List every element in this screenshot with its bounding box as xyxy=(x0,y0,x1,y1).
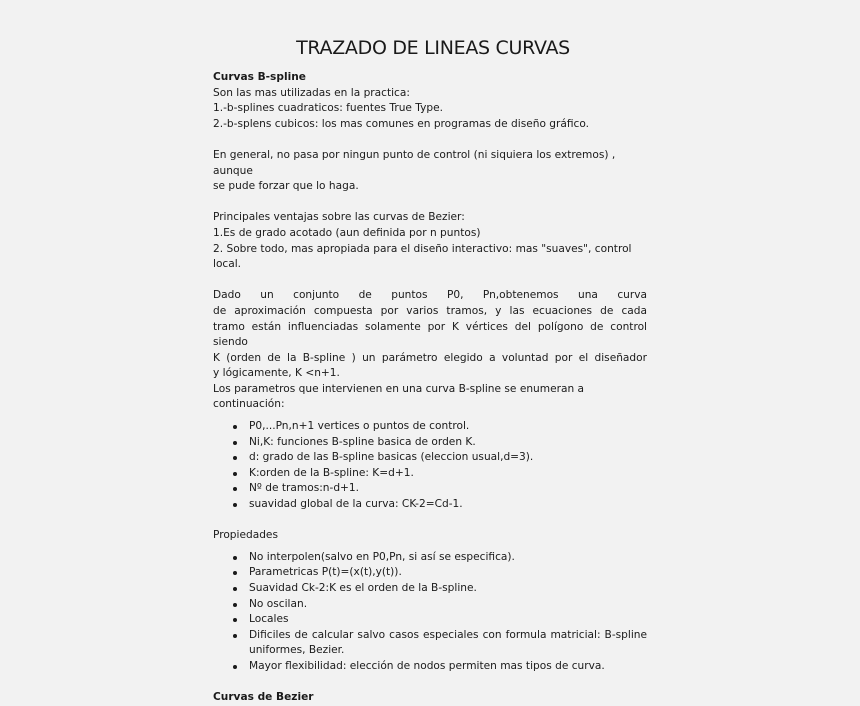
list-item: No oscilan. xyxy=(213,597,647,613)
list-item-dificiles xyxy=(213,628,647,659)
list-item: K:orden de la B-spline: K=d+1. xyxy=(213,466,647,482)
dificiles-line: Dificiles de calcular salvo casos especiales con formula matricial: B-spline xyxy=(249,628,647,641)
list-item: Ni,K: funciones B-spline basica de orden K. xyxy=(213,435,647,451)
ventajas-item: 1.Es de grado acotado (aun definida por n puntos) xyxy=(213,226,481,239)
list-item: P0,...Pn,n+1 vertices o puntos de control. xyxy=(213,419,647,435)
parametros-intro: Los parametros que intervienen en una curva B-spline se enumeran a continuación: xyxy=(213,382,585,411)
document-content xyxy=(213,36,647,706)
dado-row: tramo están influenciadas solamente por K vértices del polígono de control siendo xyxy=(213,320,647,349)
list-item: d: grado de las B-spline basicas (eleccion usual,d=3). xyxy=(213,450,647,466)
dado-paragraph xyxy=(213,288,647,382)
list-item: No interpolen(salvo en P0,Pn, si así se especifica). xyxy=(213,550,647,566)
spacer xyxy=(213,513,647,529)
list-item: Locales xyxy=(213,612,647,628)
spacer xyxy=(213,273,647,289)
spacer xyxy=(213,195,647,211)
dado-row: K (orden de la B-spline ) un parámetro elegido a voluntad por el diseñador xyxy=(213,351,647,364)
dado-row: Dado un conjunto de puntos P0, Pn,obtenemos una curva xyxy=(213,289,647,302)
dado-row: de aproximación compuesta por varios tramos, y las ecuaciones de cada xyxy=(213,304,647,317)
list-item: suavidad global de la curva: CK-2=Cd-1. xyxy=(213,497,647,513)
document-title: TRAZADO DE LINEAS CURVAS xyxy=(296,37,570,59)
propiedades-heading: Propiedades xyxy=(213,529,278,542)
parametros-list xyxy=(213,419,647,513)
list-item: Parametricas P(t)=(x(t),y(t)). xyxy=(213,565,647,581)
general-line: se pude forzar que lo haga. xyxy=(213,180,359,193)
bspline-heading: Curvas B-spline xyxy=(213,71,306,83)
bspline-line: 1.-b-splines cuadraticos: fuentes True Type. xyxy=(213,102,443,115)
bspline-line: Son las mas utilizadas en la practica: xyxy=(213,86,410,99)
list-item: Suavidad Ck-2:K es el orden de la B-spline. xyxy=(213,581,647,597)
list-item: Mayor flexibilidad: elección de nodos permiten mas tipos de curva. xyxy=(213,659,647,675)
general-line: En general, no pasa por ningun punto de control (ni siquiera los extremos) , aunque xyxy=(213,148,616,177)
spacer xyxy=(213,675,647,691)
ventajas-item: 2. Sobre todo, mas apropiada para el diseño interactivo: mas "suaves", control local. xyxy=(213,242,632,271)
list-item: Nº de tramos:n-d+1. xyxy=(213,481,647,497)
dado-row: y lógicamente, K <n+1. xyxy=(213,367,340,380)
spacer xyxy=(213,132,647,148)
propiedades-list xyxy=(213,550,647,675)
ventajas-intro: Principales ventajas sobre las curvas de Bezier: xyxy=(213,211,465,224)
bezier-heading: Curvas de Bezier xyxy=(213,691,314,704)
dificiles-line: uniformes, Bezier. xyxy=(249,644,345,657)
bspline-line: 2.-b-splens cubicos: los mas comunes en programas de diseño gráfico. xyxy=(213,117,590,130)
